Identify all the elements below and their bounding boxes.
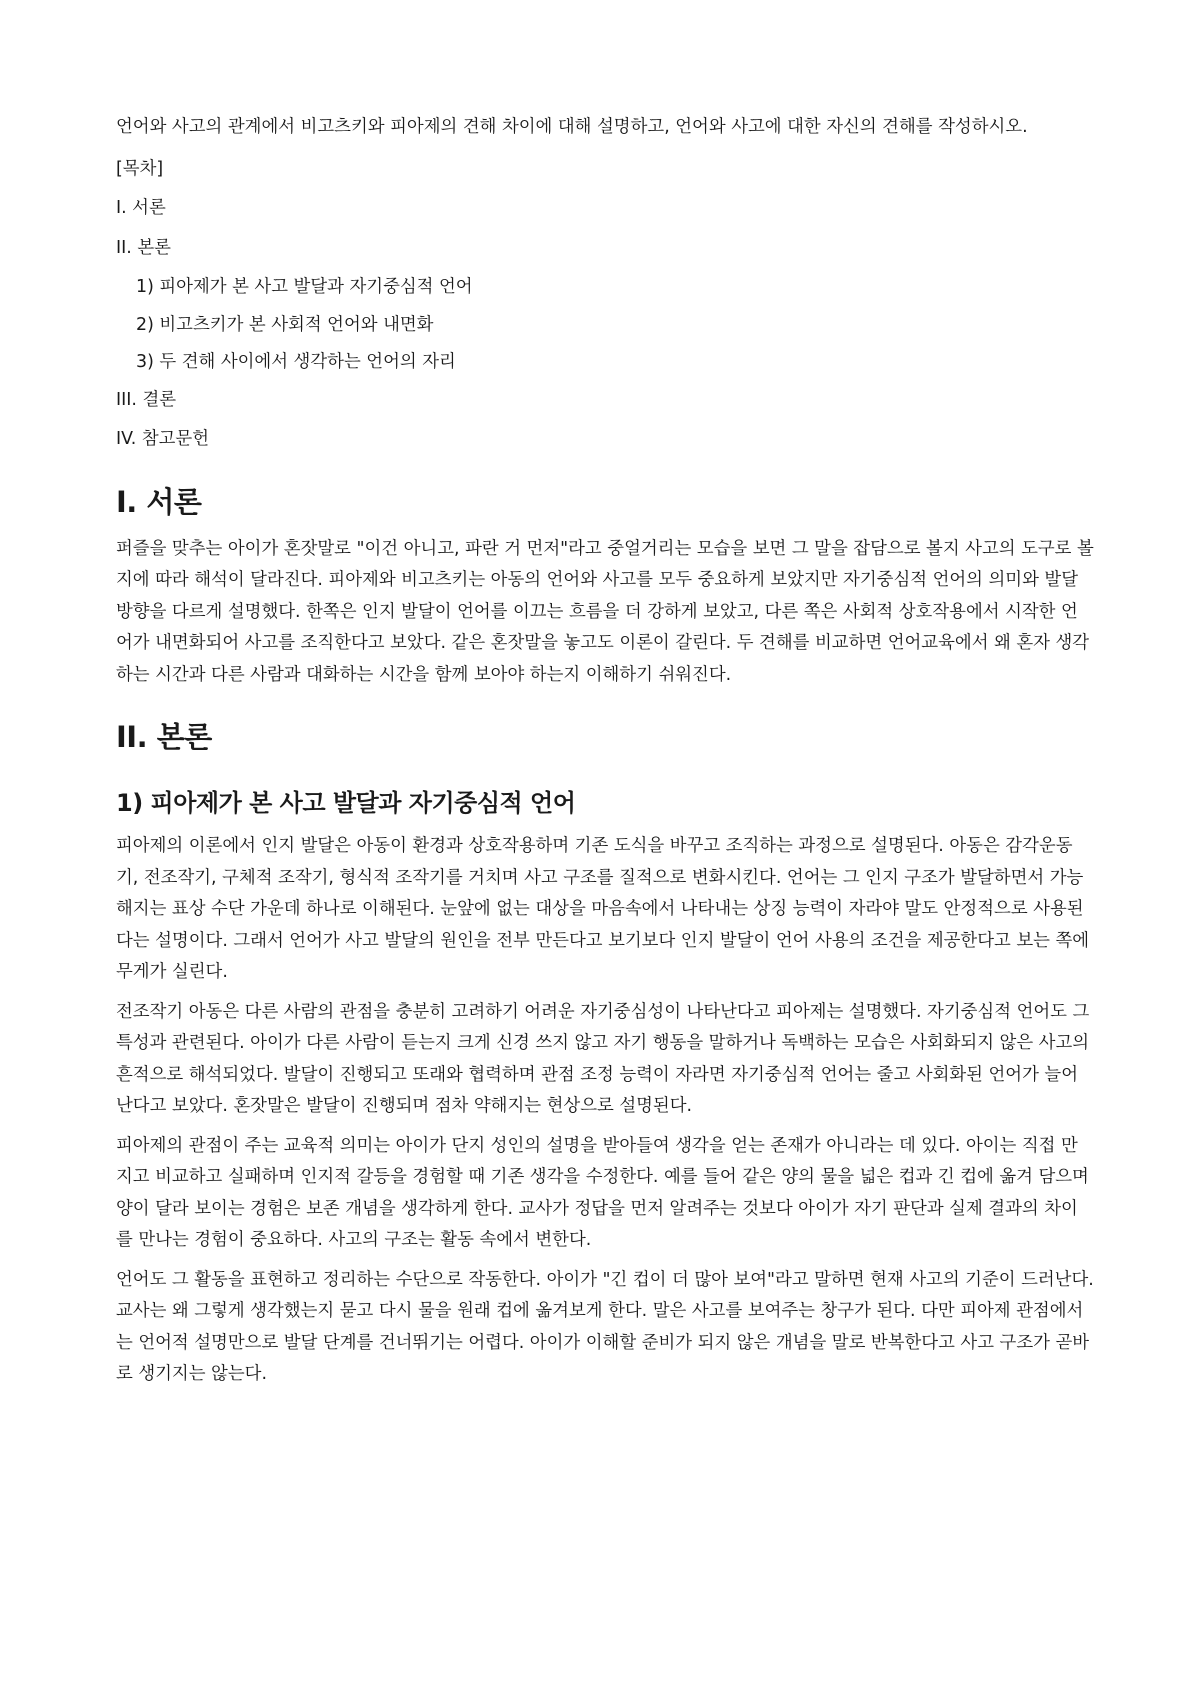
toc-item: III. 결론 (116, 389, 177, 410)
table-of-contents (116, 193, 1094, 456)
assignment-prompt: 언어와 사고의 관계에서 비고츠키와 피아제의 견해 차이에 대해 설명하고, 언어와 사고에 대한 자신의 견해를 작성하시오. (116, 117, 1028, 137)
body-paragraph: 언어도 그 활동을 표현하고 정리하는 수단으로 작동한다. 아이가 "긴 컵이 더 많아 보여"라고 말하면 현재 사고의 기준이 드러난다. 교사는 왜 그렇게 생각했는지 묻고 다시 물을 원래 컵에 옮겨보게 한다. 말은 사고를 보여주는 창구가 된다. 다만 피아제 관점에서는 언어적 설명만으로 발달 단계를 건너뛰기는 어렵다. 아이가 이해할 준비가 되지 않은 개념을 말로 반복한다고 사고 구조가 곧바로 생기지는 않는다. (116, 1269, 1094, 1384)
body-heading: II. 본론 (116, 720, 212, 754)
body-paragraph: 피아제의 이론에서 인지 발달은 아동이 환경과 상호작용하며 기존 도식을 바꾸고 조직하는 과정으로 설명된다. 아동은 감각운동기, 전조작기, 구체적 조작기, 형식적 조작기를 거치며 사고 구조를 질적으로 변화시킨다. 언어는 그 인지 구조가 발달하면서 가능해지는 표상 수단 가운데 하나로 이해된다. 눈앞에 없는 대상을 마음속에서 나타내는 상징 능력이 자라야 말도 안정적으로 사용된다는 설명이다. 그래서 언어가 사고 발달의 원인을 전부 만든다고 보기보다 인지 발달이 언어 사용의 조건을 제공한다고 보는 쪽에 무게가 실린다. (116, 836, 1090, 982)
toc-item: I. 서론 (116, 198, 166, 218)
toc-subitem: 3) 두 견해 사이에서 생각하는 언어의 자리 (136, 352, 456, 372)
toc-subitem: 1) 피아제가 본 사고 발달과 자기중심적 언어 (136, 277, 473, 297)
toc-item: II. 본론 (116, 237, 171, 258)
toc-item: IV. 참고문헌 (116, 429, 210, 449)
toc-heading: [목차] (116, 158, 164, 179)
intro-paragraph: 퍼즐을 맞추는 아이가 혼잣말로 "이건 아니고, 파란 거 먼저"라고 중얼거리는 모습을 보면 그 말을 잡담으로 볼지 사고의 도구로 볼지에 따라 해석이 달라진다. 피아제와 비고츠키는 아동의 언어와 사고를 모두 중요하게 보았지만 자기중심적 언어의 의미와 발달 방향을 다르게 설명했다. 한쪽은 인지 발달이 언어를 이끄는 흐름을 더 강하게 보았고, 다른 쪽은 사회적 상호작용에서 시작한 언어가 내면화되어 사고를 조직한다고 보았다. 같은 혼잣말을 놓고도 이론이 갈린다. 두 견해를 비교하면 언어교육에서 왜 혼자 생각하는 시간과 다른 사람과 대화하는 시간을 함께 보아야 하는지 이해하기 쉬워진다. (116, 538, 1094, 685)
toc-subitem: 2) 비고츠키가 본 사회적 언어와 내면화 (136, 314, 434, 335)
section-1-heading: 1) 피아제가 본 사고 발달과 자기중심적 언어 (116, 789, 576, 817)
intro-heading: I. 서론 (116, 484, 202, 519)
body-paragraph: 전조작기 아동은 다른 사람의 관점을 충분히 고려하기 어려운 자기중심성이 나타난다고 피아제는 설명했다. 자기중심적 언어도 그 특성과 관련된다. 아이가 다른 사람이 듣는지 크게 신경 쓰지 않고 자기 행동을 말하거나 독백하는 모습은 사회화되지 않은 사고의 흔적으로 해석되었다. 발달이 진행되고 또래와 협력하며 관점 조정 능력이 자라면 자기중심적 언어는 줄고 사회화된 언어가 늘어난다고 보았다. 혼잣말은 발달이 진행되며 점차 약해지는 현상으로 설명된다. (116, 1001, 1090, 1116)
body-paragraph: 피아제의 관점이 주는 교육적 의미는 아이가 단지 성인의 설명을 받아들여 생각을 얻는 존재가 아니라는 데 있다. 아이는 직접 만지고 비교하고 실패하며 인지적 갈등을 경험할 때 기존 생각을 수정한다. 예를 들어 같은 양의 물을 넓은 컵과 긴 컵에 옮겨 담으며 양이 달라 보이는 경험은 보존 개념을 생각하게 한다. 교사가 정답을 먼저 알려주는 것보다 아이가 자기 판단과 실제 결과의 차이를 만나는 경험이 중요하다. 사고의 구조는 활동 속에서 변한다. (116, 1135, 1089, 1250)
